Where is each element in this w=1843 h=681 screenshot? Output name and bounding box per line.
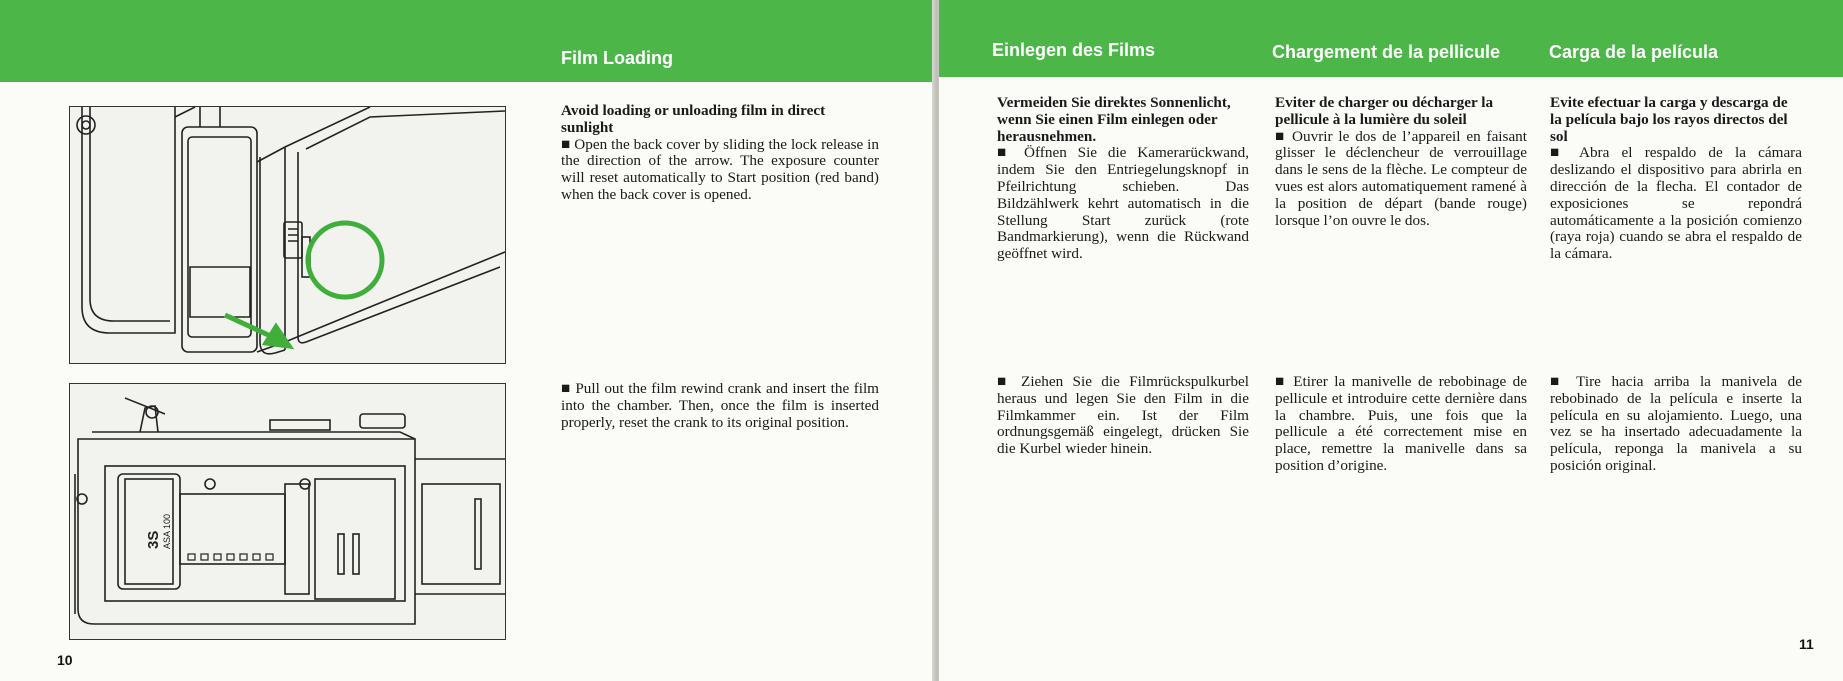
step1-es [1550, 95, 1802, 263]
step1-en-body: ■ Open the back cover by sliding the lock release in the direction of the arrow. The exposure counter will reset automatically to Start position (red band) when the back cover is opened. [561, 135, 879, 203]
cartridge-brand-label: 3S [145, 530, 162, 549]
step1-en [561, 103, 879, 204]
film-chamber-drawing [70, 384, 505, 639]
step1-fr [1275, 95, 1527, 229]
header-band [939, 0, 1843, 77]
right-page [939, 0, 1843, 681]
lock-release-highlight [308, 223, 382, 297]
section-title-french: Chargement de la pellicule [1272, 42, 1501, 62]
step2-en [561, 381, 879, 431]
step1-es-body: ■ Abra el respaldo de la cámara deslizando el dispositivo para abrirla en dirección de la flecha. El contador de exposiciones se repondrá automáticamente a la posición comienzo (raya roja) cuando se abra el respaldo de la cámara. [1550, 144, 1802, 263]
camera-back-drawing [70, 107, 505, 363]
step2-fr-body: ■ Etirer la manivelle de rebobinage de pellicule et introduire cette dernière dans la chambre. Puis, une fois que la pellicule a été correctement mise en place, remettre la manivelle dans sa position d’origine. [1275, 373, 1527, 474]
step1-fr-heading: Eviter de charger ou décharger la pellicule à la lumière du soleil [1275, 94, 1494, 128]
step2-es-body: ■ Tire hacia arriba la manivela de rebobinado de la película e inserte la película en su alojamiento. Luego, una vez se ha insertado adecuadamente la película, reponga la manivela a su posición original. [1550, 373, 1802, 474]
step1-de [997, 95, 1249, 263]
step1-es-heading: Evite efectuar la carga y descarga de la película bajo los rayos directos del sol [1550, 94, 1788, 145]
header-band [0, 0, 935, 82]
step1-fr-body: ■ Ouvrir le dos de l’appareil en faisant glisser le déclencheur de verrouillage dans le sens de la flèche. Le compteur de vues est alors automatiquement ramené à la position de départ (bande rouge) lorsque l’on ouvre le dos. [1275, 127, 1527, 229]
cartridge-speed-label: ASA 100 [162, 513, 172, 549]
step1-de-heading: Vermeiden Sie direktes Sonnenlicht, wenn Sie einen Film einlegen oder herausnehmen. [997, 94, 1231, 145]
step2-de [997, 374, 1249, 458]
step2-es [1550, 374, 1802, 475]
step1-en-heading: Avoid loading or unloading film in direct sunlight [561, 102, 826, 136]
section-title-film-loading: Film Loading [561, 48, 673, 68]
illustration-film-chamber [69, 383, 506, 640]
step2-en-body: ■ Pull out the film rewind crank and insert the film into the chamber. Then, once the film is inserted properly, reset the crank to its original position. [561, 380, 879, 431]
step2-de-body: ■ Ziehen Sie die Filmrückspulkurbel heraus und legen Sie den Film in die Filmkammer ein. Ist der Film ordnungsgemäß eingelegt, drücken Sie die Kurbel wieder hinein. [997, 373, 1249, 458]
step2-fr [1275, 374, 1527, 475]
page-number-left: 10 [57, 652, 73, 668]
section-title-german: Einlegen des Films [992, 40, 1156, 60]
page-number-right: 11 [1799, 636, 1814, 652]
step1-de-body: ■ Öffnen Sie die Kamerarückwand, indem Sie den Entriegelungsknopf in Pfeilrichtung schieben. Das Bildzählwerk kehrt automatisch in die Stellung Start zurück (rote Bandmarkierung), wenn die Rückwand geöffnet wird. [997, 144, 1249, 263]
section-title-spanish: Carga de la película [1549, 42, 1719, 62]
illustration-back-cover [69, 106, 506, 364]
